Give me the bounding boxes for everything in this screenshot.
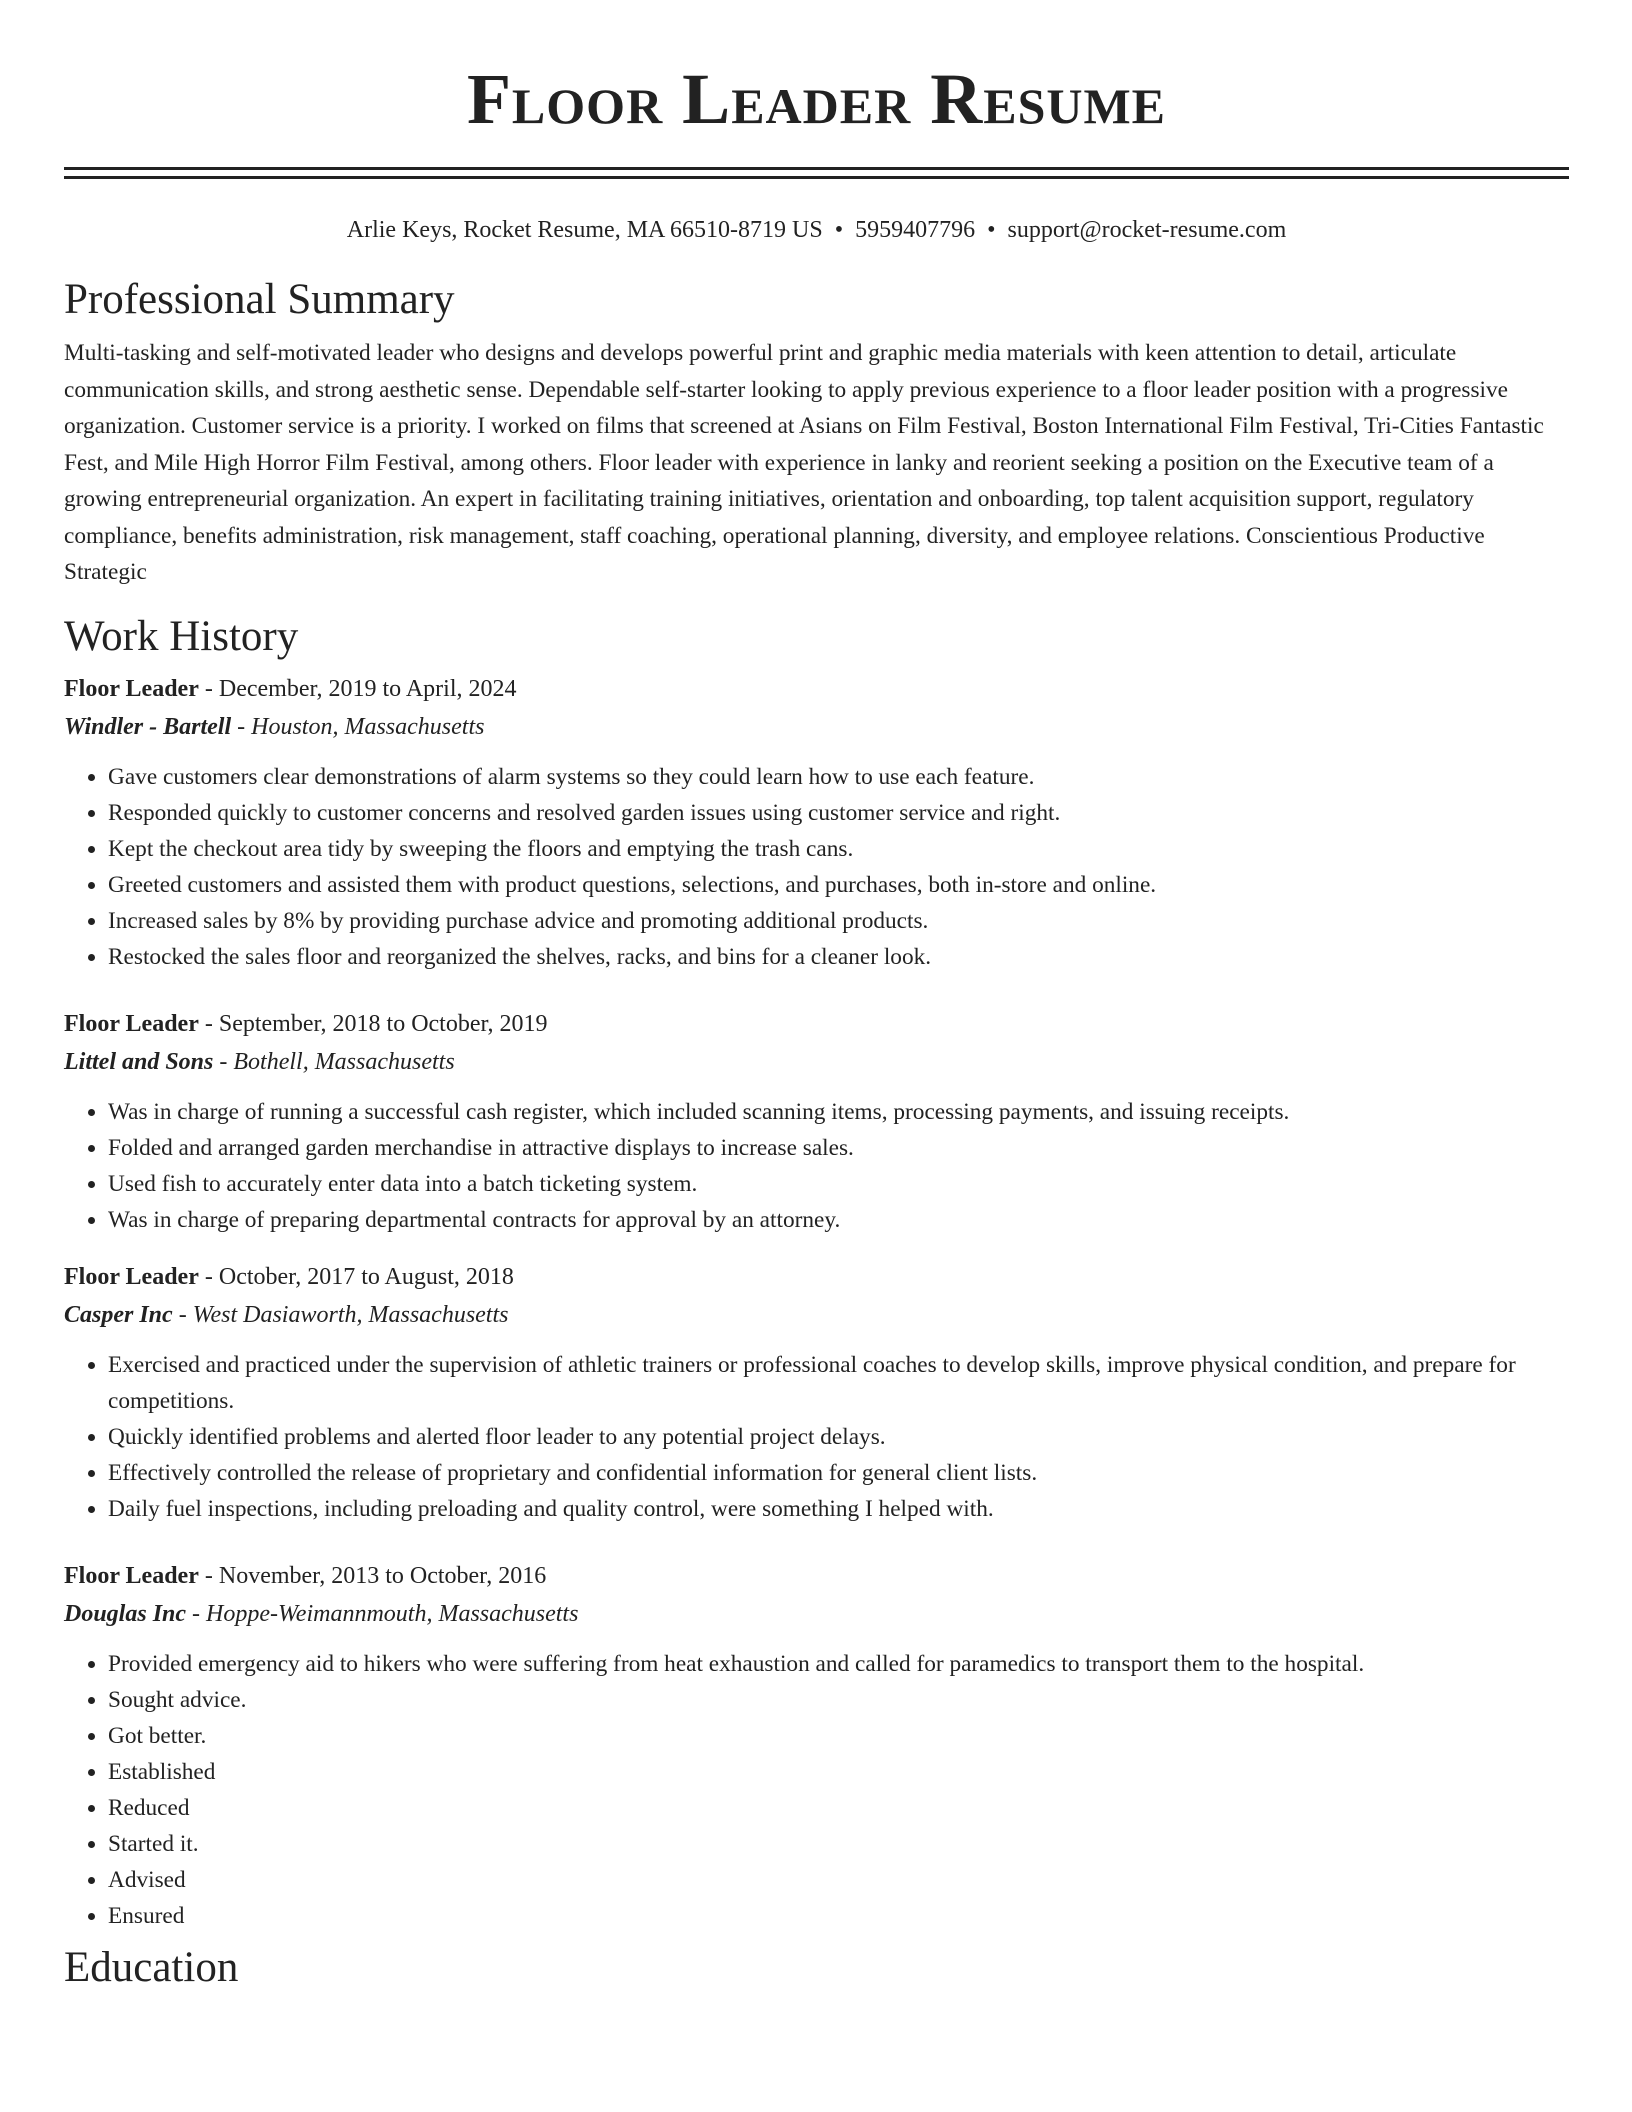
dash-separator: - (198, 1010, 219, 1037)
job-entry (64, 1005, 1569, 1238)
list-item: • Restocked the sales floor and reorganized the shelves, racks, and bins for a cleaner look. (108, 939, 1569, 975)
job-location: Bothell, Massachusetts (233, 1048, 455, 1075)
list-item: • Increased sales by 8% by providing purchase advice and promoting additional products. (108, 903, 1569, 939)
list-item: • Exercised and practiced under the supervision of athletic trainers or professional coaches to develop skills, improve physical condition, and prepare for competitions. (108, 1347, 1569, 1419)
job-dates: December, 2019 to April, 2024 (218, 675, 517, 702)
job-location: Hoppe-Weimannmouth, Massachusetts (206, 1600, 579, 1627)
list-item: • Advised (108, 1862, 1569, 1898)
list-item: • Greeted customers and assisted them with product questions, selections, and purchases, both in-store and online. (108, 867, 1569, 903)
list-item: • Quickly identified problems and alerted floor leader to any potential project delays. (108, 1419, 1569, 1455)
dash-separator: - (213, 1048, 234, 1075)
job-title: Floor Leader (64, 1562, 199, 1589)
job-entry (64, 1557, 1569, 1934)
job-bullets (64, 1347, 1569, 1527)
job-company: Windler - Bartell (64, 713, 232, 740)
job-title-line (64, 1258, 1569, 1296)
list-item: • Ensured (108, 1898, 1569, 1934)
title-divider-thin (64, 176, 1569, 179)
contact-phone: 5959407796 (855, 217, 976, 243)
job-location: West Dasiaworth, Massachusetts (192, 1301, 509, 1328)
contact-address: Arlie Keys, Rocket Resume, MA 66510-8719 US (346, 217, 823, 243)
job-title: Floor Leader (64, 675, 199, 702)
list-item: • Used fish to accurately enter data into a batch ticketing system. (108, 1166, 1569, 1202)
job-title-line (64, 670, 1569, 708)
title-divider-thick (64, 167, 1569, 170)
dash-separator: - (172, 1301, 193, 1328)
job-company-line (64, 1043, 1569, 1081)
professional-summary-heading: Professional Summary (64, 276, 455, 323)
contact-email: support@rocket-resume.com (1007, 217, 1287, 243)
dash-separator: - (198, 675, 219, 702)
work-history-heading: Work History (64, 612, 299, 660)
job-dates: September, 2018 to October, 2019 (218, 1010, 548, 1037)
job-bullets (64, 1094, 1569, 1238)
job-location: Houston, Massachusetts (251, 713, 485, 740)
job-company: Douglas Inc (64, 1600, 187, 1627)
dash-separator: - (231, 713, 252, 740)
list-item: • Established (108, 1754, 1569, 1790)
list-item: • Effectively controlled the release of proprietary and confidential information for general client lists. (108, 1455, 1569, 1491)
list-item: • Sought advice. (108, 1682, 1569, 1718)
list-item: • Kept the checkout area tidy by sweeping the floors and emptying the trash cans. (108, 831, 1569, 867)
job-bullets (64, 759, 1569, 975)
professional-summary-text: Multi-tasking and self-motivated leader who designs and develops powerful print and graphic media materials with keen attention to detail, articulate communication skills, and strong aesthetic sense. Dependable self-starter looking to apply previous experience to a floor leader position with a progressive organization. Customer service is a priority. I worked on films that screened at Asians on Film Festival, Boston International Film Festival, Tri-Cities Fantastic Fest, and Mile High Horror Film Festival, among others. Floor leader with experience in lanky and reorient seeking a position on the Executive team of a growing entrepreneurial organization. An expert in facilitating training initiatives, orientation and onboarding, top talent acquisition support, regulatory compliance, benefits administration, risk management, staff coaching, operational planning, diversity, and employee relations. Conscientious Productive Strategic (64, 340, 1544, 585)
job-title: Floor Leader (64, 1263, 199, 1290)
contact-line (64, 214, 1569, 246)
job-company: Casper Inc (64, 1301, 173, 1328)
job-company: Littel and Sons (64, 1048, 214, 1075)
resume-content (64, 0, 1569, 1994)
job-dates: November, 2013 to October, 2016 (218, 1562, 547, 1589)
contact-separator: • (834, 217, 844, 243)
list-item: • Was in charge of preparing departmental contracts for approval by an attorney. (108, 1202, 1569, 1238)
job-title-line (64, 1557, 1569, 1595)
job-company-line (64, 708, 1569, 746)
list-item: • Responded quickly to customer concerns and resolved garden issues using customer service and right. (108, 795, 1569, 831)
list-item: • Was in charge of running a successful cash register, which included scanning items, processing payments, and issuing receipts. (108, 1094, 1569, 1130)
education-heading: Education (64, 1943, 239, 1991)
contact-separator: • (987, 217, 996, 243)
dash-separator: - (186, 1600, 207, 1627)
list-item: • Gave customers clear demonstrations of alarm systems so they could learn how to use each feature. (108, 759, 1569, 795)
job-bullets (64, 1646, 1569, 1934)
list-item: • Provided emergency aid to hikers who were suffering from heat exhaustion and called for paramedics to transport them to the hospital. (108, 1646, 1569, 1682)
dash-separator: - (198, 1263, 219, 1290)
list-item: • Reduced (108, 1790, 1569, 1826)
list-item: • Started it. (108, 1826, 1569, 1862)
job-entry (64, 670, 1569, 975)
list-item: • Daily fuel inspections, including preloading and quality control, were something I helped with. (108, 1491, 1569, 1527)
job-company-line (64, 1595, 1569, 1633)
job-title: Floor Leader (64, 1010, 199, 1037)
resume-title: Floor Leader Resume (466, 59, 1167, 139)
list-item: • Folded and arranged garden merchandise in attractive displays to increase sales. (108, 1130, 1569, 1166)
job-entry (64, 1258, 1569, 1527)
job-title-line (64, 1005, 1569, 1043)
job-dates: October, 2017 to August, 2018 (218, 1263, 514, 1290)
dash-separator: - (198, 1562, 219, 1589)
list-item: • Got better. (108, 1718, 1569, 1754)
job-company-line (64, 1296, 1569, 1334)
